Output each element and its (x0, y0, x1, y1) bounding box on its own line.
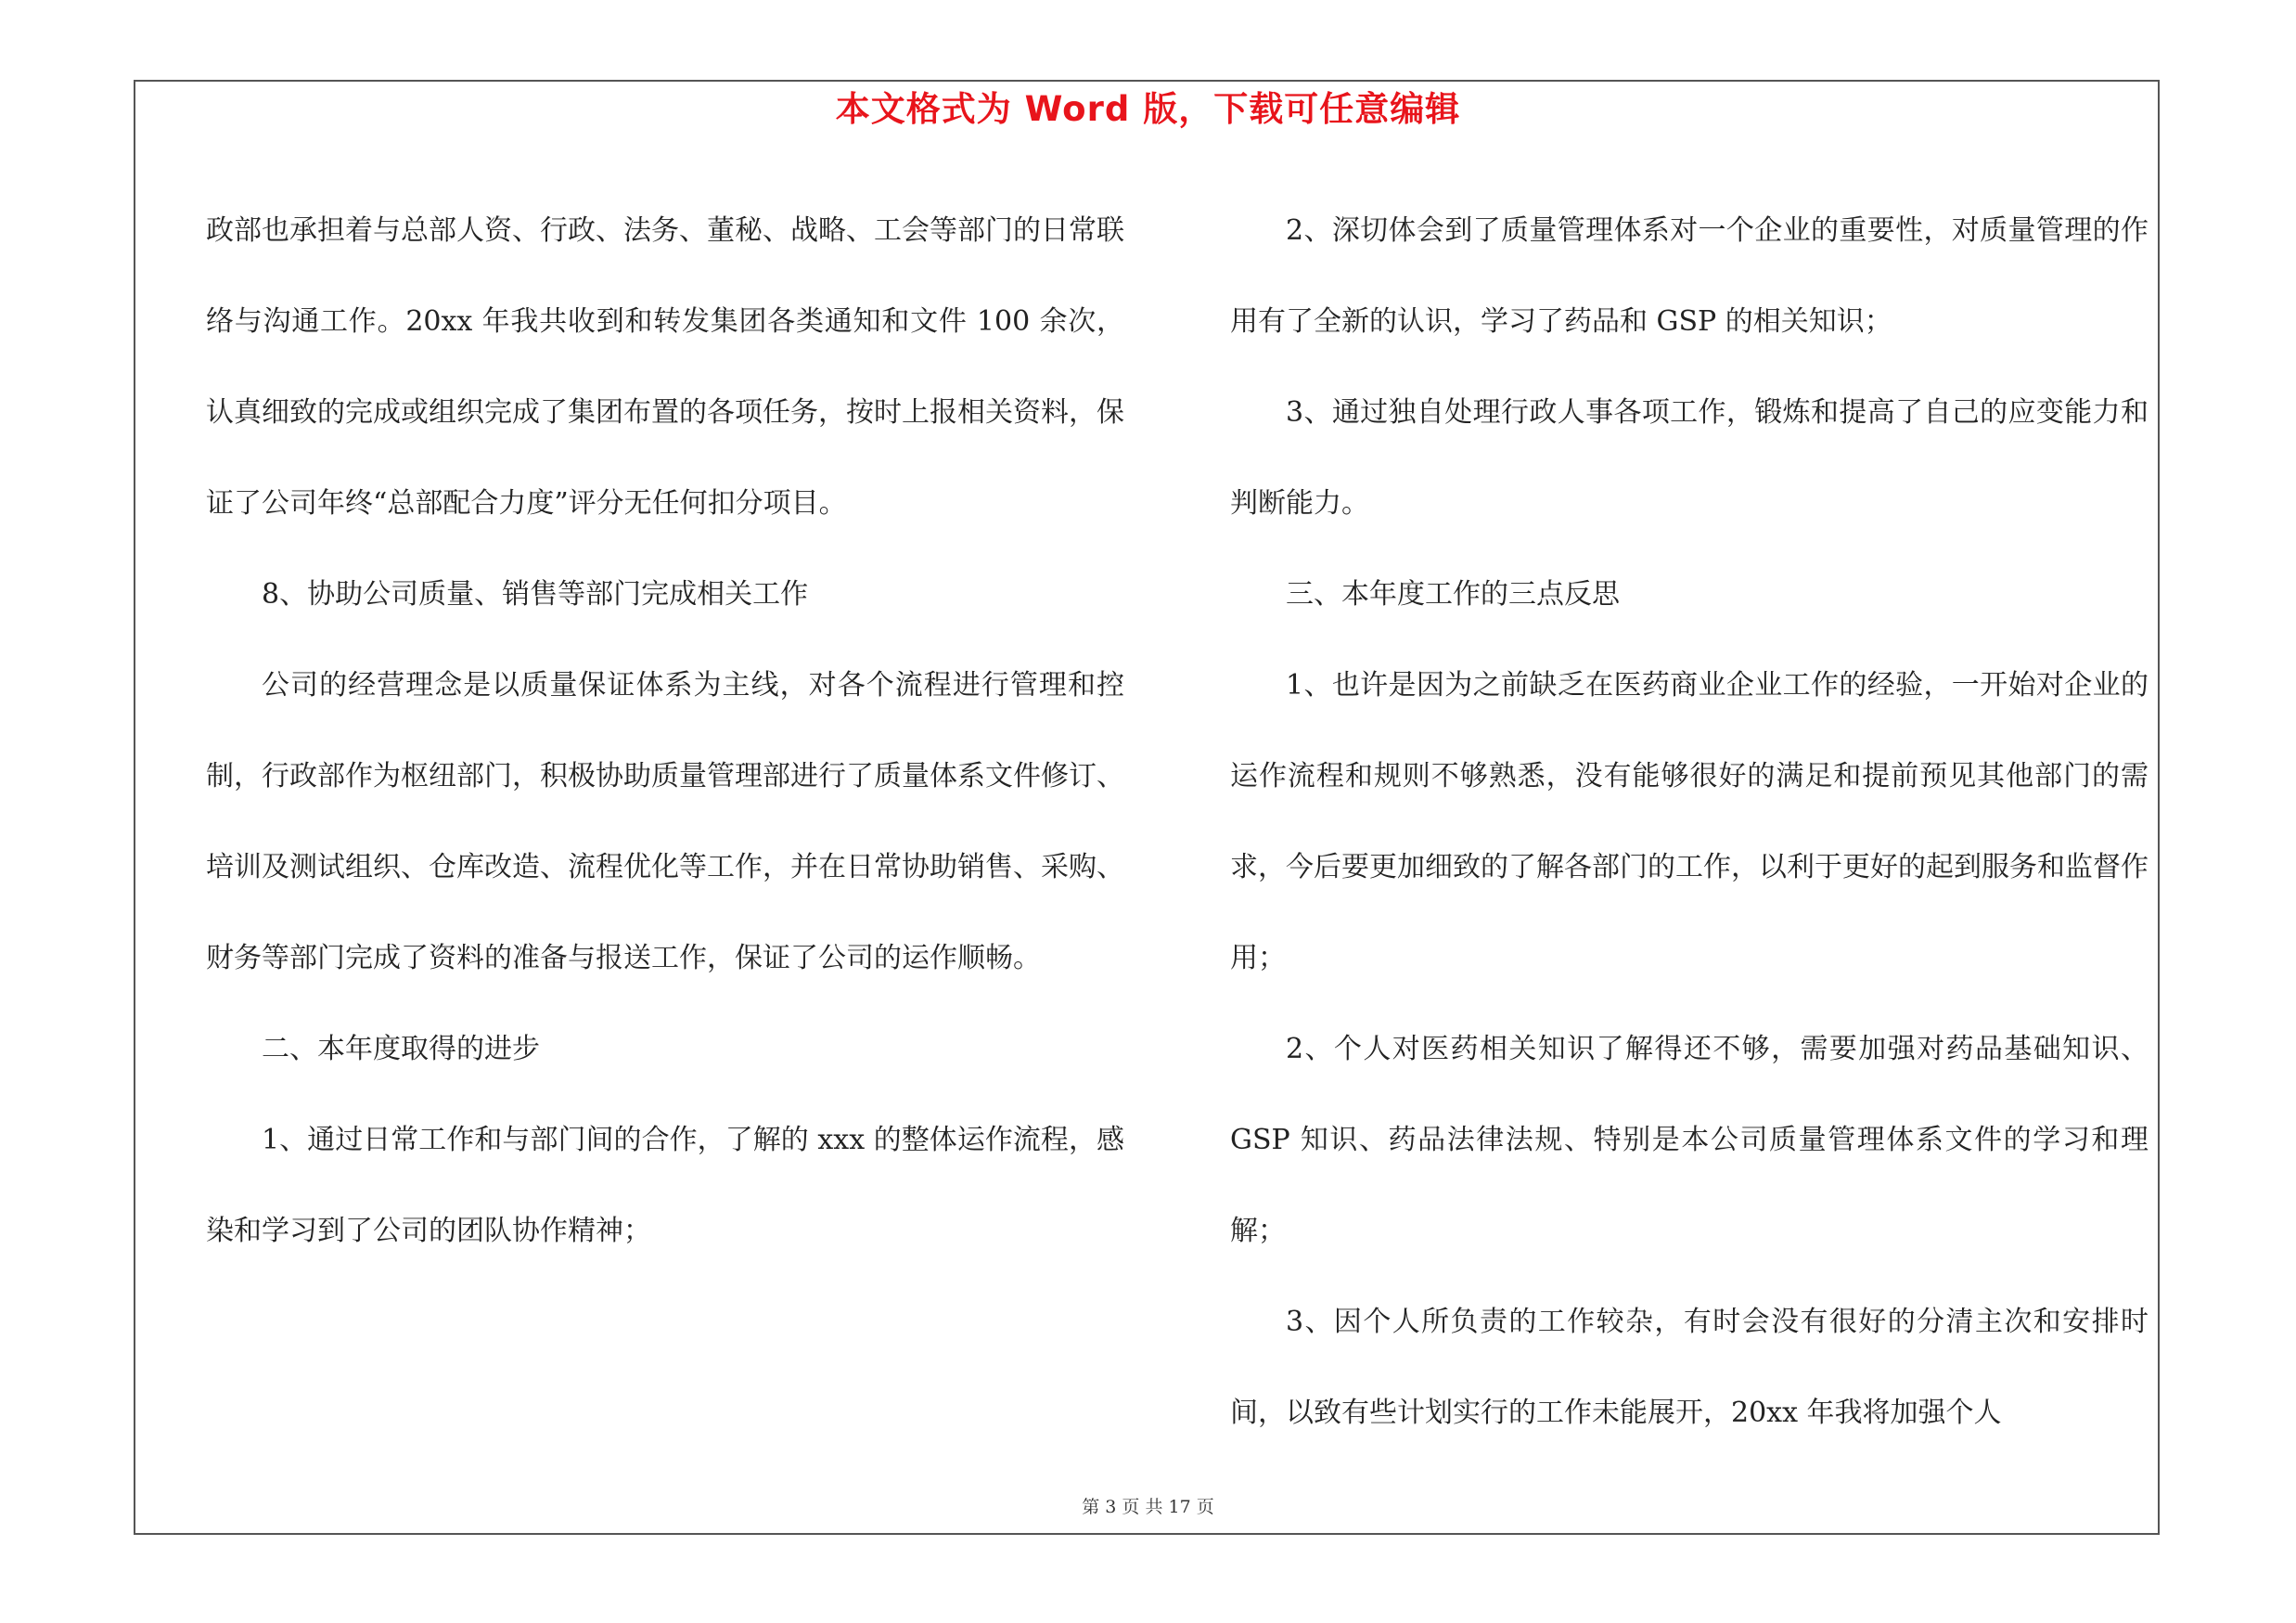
section-heading-progress: 二、本年度取得的进步 (262, 1033, 540, 1065)
reflection-item-3: 3、因个人所负责的工作较杂，有时会没有很好的分清主次和安排时间，以致有些计划实行的工作未能展开，20xx 年我将加强个人 (1230, 1306, 2148, 1429)
progress-item-1: 1、通过日常工作和与部门间的合作，了解的 xxx 的整体运作流程，感染和学习到了公司的团队协作精神； (206, 1124, 1124, 1247)
paragraph-continued: 政部也承担着与总部人资、行政、法务、董秘、战略、工会等部门的日常联络与沟通工作。20xx 年我共收到和转发集团各类通知和文件 100 余次，认真细致的完成或组织完成了集团布置的各项任务，按时上报相关资料，保证了公司年终“总部配合力度”评分无任何扣分项目。 (206, 214, 1124, 520)
progress-item-3: 3、通过独自处理行政人事各项工作，锻炼和提高了自己的应变能力和判断能力。 (1230, 396, 2148, 520)
progress-item-2: 2、深切体会到了质量管理体系对一个企业的重要性，对质量管理的作用有了全新的认识，学习了药品和 GSP 的相关知识； (1230, 214, 2148, 338)
item-heading-8: 8、协助公司质量、销售等部门完成相关工作 (262, 578, 809, 611)
paragraph-quality-support: 公司的经营理念是以质量保证体系为主线，对各个流程进行管理和控制，行政部作为枢纽部门，积极协助质量管理部进行了质量体系文件修订、培训及测试组织、仓库改造、流程优化等工作，并在日常协助销售、采购、财务等部门完成了资料的准备与报送工作，保证了公司的运作顺畅。 (206, 669, 1124, 974)
right-text-column (1230, 186, 2148, 1459)
page-number-footer: 第 3 页 共 17 页 (1082, 1497, 1214, 1517)
word-format-banner: 本文格式为 Word 版，下载可任意编辑 (835, 89, 1461, 129)
left-text-column (206, 186, 1124, 1277)
reflection-item-2: 2、个人对医药相关知识了解得还不够，需要加强对药品基础知识、GSP 知识、药品法律法规、特别是本公司质量管理体系文件的学习和理解； (1230, 1033, 2148, 1247)
section-heading-reflection: 三、本年度工作的三点反思 (1286, 578, 1620, 611)
reflection-item-1: 1、也许是因为之前缺乏在医药商业企业工作的经验，一开始对企业的运作流程和规则不够熟悉，没有能够很好的满足和提前预见其他部门的需求，今后要更加细致的了解各部门的工作，以利于更好的起到服务和监督作用； (1230, 669, 2148, 974)
